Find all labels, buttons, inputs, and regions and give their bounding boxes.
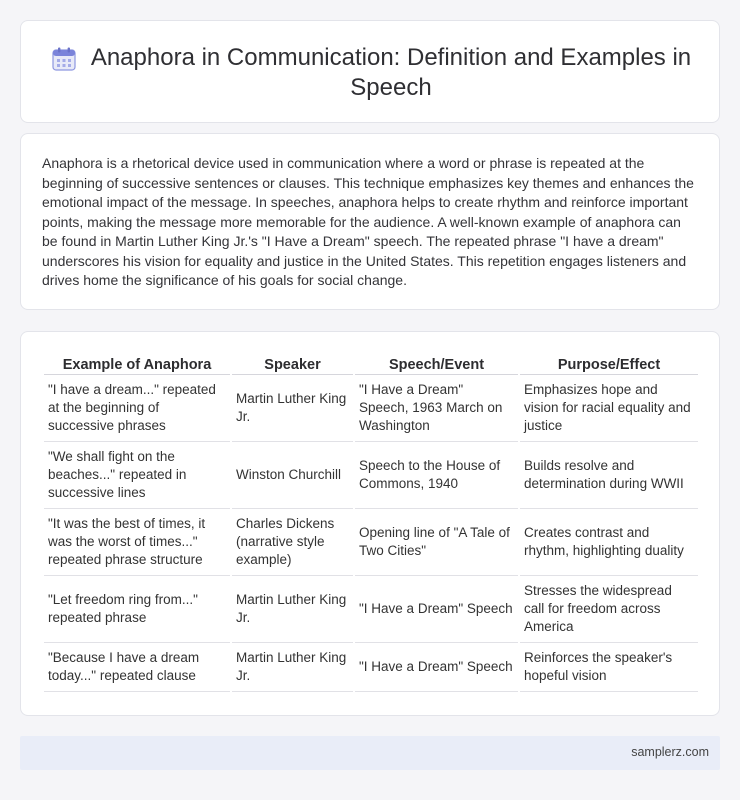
calendar-icon bbox=[51, 46, 77, 72]
intro-card bbox=[20, 133, 720, 310]
speaker-cell: Martin Luther King Jr. bbox=[232, 375, 353, 442]
table-row bbox=[44, 576, 698, 643]
event-cell: Opening line of "A Tale of Two Cities" bbox=[355, 509, 518, 576]
example-cell: "We shall fight on the beaches..." repeated in successive lines bbox=[44, 442, 230, 509]
purpose-cell: Reinforces the speaker's hopeful vision bbox=[520, 643, 698, 692]
column-header: Speaker bbox=[232, 353, 353, 375]
event-cell: "I Have a Dream" Speech, 1963 March on Washington bbox=[355, 375, 518, 442]
purpose-cell: Creates contrast and rhythm, highlighting duality bbox=[520, 509, 698, 576]
purpose-cell: Emphasizes hope and vision for racial equality and justice bbox=[520, 375, 698, 442]
example-cell: "Because I have a dream today..." repeated clause bbox=[44, 643, 230, 692]
event-cell: "I Have a Dream" Speech bbox=[355, 576, 518, 643]
anaphora-table bbox=[42, 353, 700, 692]
table-row bbox=[44, 643, 698, 692]
footer-site-link[interactable]: samplerz.com bbox=[631, 745, 709, 759]
speaker-cell: Martin Luther King Jr. bbox=[232, 643, 353, 692]
event-cell: "I Have a Dream" Speech bbox=[355, 643, 518, 692]
table-card bbox=[20, 331, 720, 716]
column-header: Speech/Event bbox=[355, 353, 518, 375]
example-cell: "Let freedom ring from..." repeated phrase bbox=[44, 576, 230, 643]
header-card bbox=[20, 20, 720, 123]
column-header: Example of Anaphora bbox=[44, 353, 230, 375]
speaker-cell: Charles Dickens (narrative style example) bbox=[232, 509, 353, 576]
table-row bbox=[44, 375, 698, 442]
example-cell: "It was the best of times, it was the worst of times..." repeated phrase structure bbox=[44, 509, 230, 576]
table-header-row bbox=[44, 353, 698, 375]
table-row bbox=[44, 509, 698, 576]
speaker-cell: Winston Churchill bbox=[232, 442, 353, 509]
footer bbox=[20, 736, 720, 770]
purpose-cell: Builds resolve and determination during WWII bbox=[520, 442, 698, 509]
speaker-cell: Martin Luther King Jr. bbox=[232, 576, 353, 643]
table-row bbox=[44, 442, 698, 509]
intro-paragraph: Anaphora is a rhetorical device used in communication where a word or phrase is repeated at the beginning of successive sentences or clauses. This technique emphasizes key themes and enhances the emotional impact of the message. In speeches, anaphora helps to create rhythm and reinforce important points, making the message more memorable for the audience. A well-known example of anaphora can be found in Martin Luther King Jr.'s "I Have a Dream" speech. The repeated phrase "I have a dream" underscores his vision for equality and justice in the United States. This repetition engages listeners and drives home the significance of his goals for social change. bbox=[42, 155, 694, 288]
page-title: Anaphora in Communication: Definition and Examples in Speech bbox=[90, 44, 692, 101]
column-header: Purpose/Effect bbox=[520, 353, 698, 375]
purpose-cell: Stresses the widespread call for freedom across America bbox=[520, 576, 698, 643]
example-cell: "I have a dream..." repeated at the beginning of successive phrases bbox=[44, 375, 230, 442]
event-cell: Speech to the House of Commons, 1940 bbox=[355, 442, 518, 509]
